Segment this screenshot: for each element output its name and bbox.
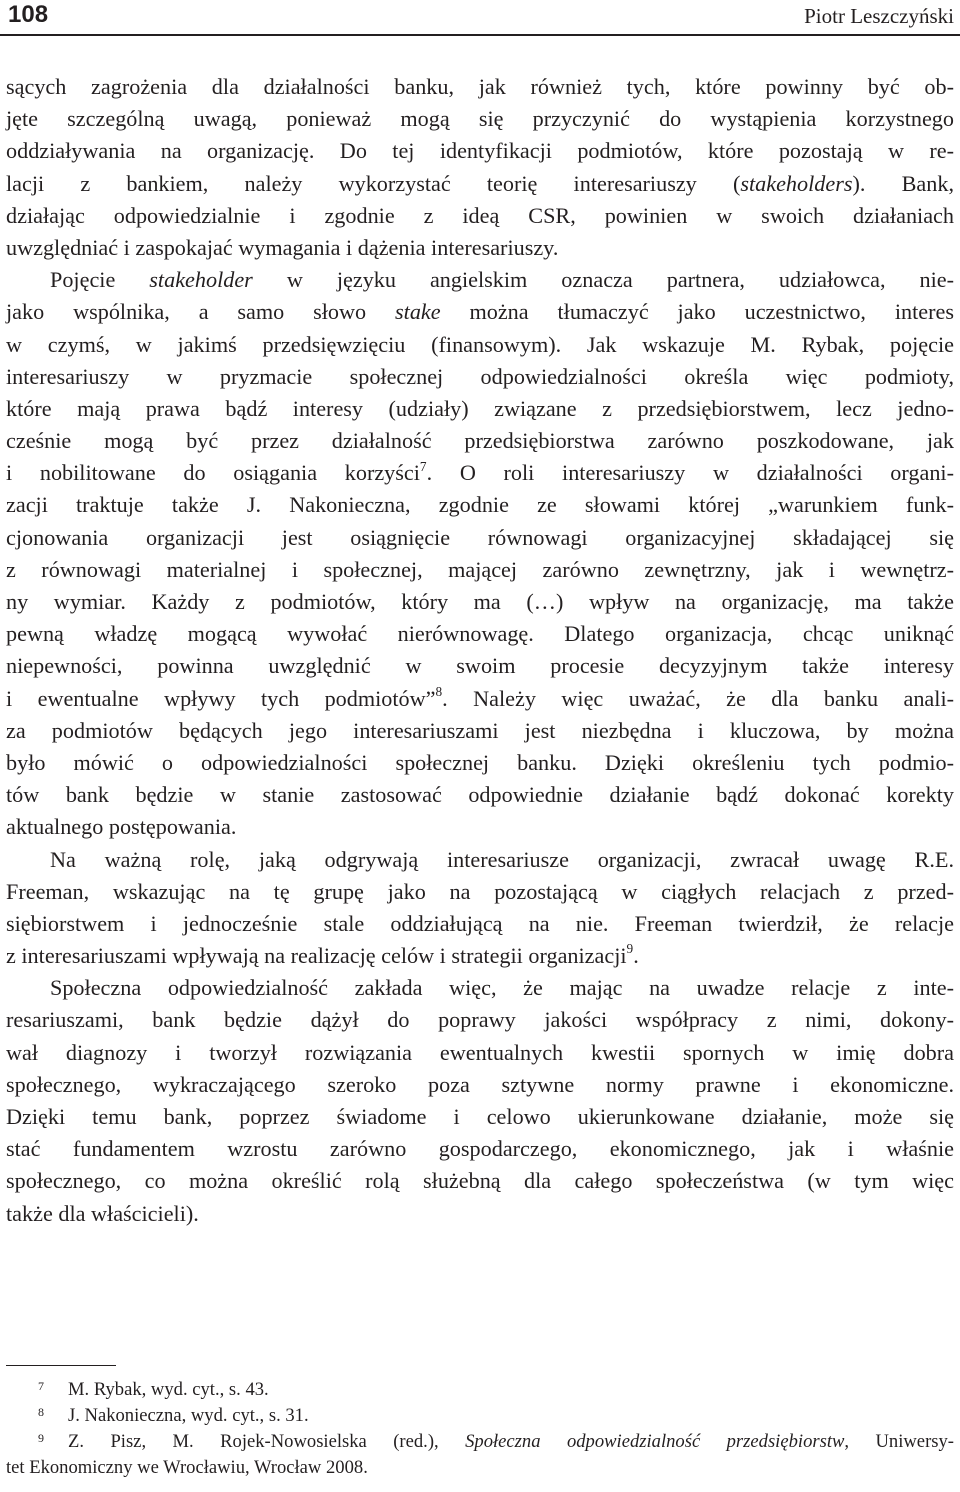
footnote-book-title: Społeczna odpowiedzialność przedsiębiorstw <box>465 1431 845 1452</box>
text-run: w języku angielskim oznacza partnera, udziałowca, nie- <box>252 267 954 293</box>
text-run: i nobilitowane do osiągania korzyści <box>6 460 420 486</box>
text-line: w czymś, w jakimś przedsięwzięciu (finansowym). Jak wskazuje M. Rybak, pojęcie <box>6 331 954 357</box>
text-line: z równowagi materialnej i społecznej, mającej zarówno zewnętrzny, jak i wewnętrz- <box>6 556 954 582</box>
footnote-text: , Uniwersy- <box>844 1431 954 1452</box>
text-line: za podmiotów będących jego interesariuszami jest niezbędna i kluczowa, by można <box>6 717 954 743</box>
text-line: społecznego, co można określić rolą służebną dla całego społeczeństwa (w tym więc <box>6 1168 954 1194</box>
text-line: siębiorstwem i jednocześnie stale oddziałującą na nie. Freeman twierdził, że relacje <box>6 910 954 936</box>
text-line: tów bank będzie w stanie zastosować odpowiednie działanie bądź dokonać korekty <box>6 782 954 808</box>
text-line: stać fundamentem wzrostu zarówno gospodarczego, ekonomicznego, jak i właśnie <box>6 1136 954 1162</box>
footnote-9 <box>6 1429 954 1455</box>
text-line: cjonowania organizacji jest osiągnięcie równowagi organizacyjnej składającej się <box>6 524 954 550</box>
footnote-8 <box>6 1403 954 1429</box>
footnote-text: M. Rybak, wyd. cyt., s. 43. <box>68 1379 269 1400</box>
footnote-text: J. Nakonieczna, wyd. cyt., s. 31. <box>68 1405 309 1426</box>
text-run: . <box>633 943 639 969</box>
text-line: interesariuszy w pryzmacie społecznej odpowiedzialności określa więc podmioty, <box>6 363 954 389</box>
text-line <box>6 940 954 972</box>
footnote-separator <box>6 1365 116 1366</box>
text-line: pewną władzę mogącą wywołać nierównowagę. Dlatego organizacja, chcąc uniknąć <box>6 621 954 647</box>
running-head-author: Piotr Leszczyński <box>804 4 954 28</box>
page-number: 108 <box>8 1 49 28</box>
text-line: zacji traktuje także J. Nakonieczna, zgodnie ze słowami której „warunkiem funk- <box>6 492 954 518</box>
text-run: . Należy więc uważać, że dla banku anali- <box>442 685 954 711</box>
text-line: było mówić o odpowiedzialności społecznej banku. Dzięki określeniu tych podmio- <box>6 749 954 775</box>
text-line: działając odpowiedzialnie i zgodnie z ideą CSR, powinien w swoich działaniach <box>6 202 954 228</box>
footnote-ref[interactable]: 7 <box>419 458 427 474</box>
text-line: wał diagnozy i tworzył rozwiązania ewentualnych kwestii spornych w imię dobra <box>6 1039 954 1065</box>
text-line <box>6 683 954 715</box>
italic-term: stake <box>395 299 441 325</box>
text-line: także dla właścicieli). <box>6 1200 199 1226</box>
paragraph-first-line: Na ważną rolę, jaką odgrywają interesariusze organizacji, zwracał uwagę R.E. <box>50 846 954 872</box>
text-line: oddziaływania na organizację. Do tej identyfikacji podmiotów, które pozostają w re- <box>6 138 954 164</box>
text-line: Freeman, wskazując na tę grupę jako na pozostającą w ciągłych relacjach z przed- <box>6 878 954 904</box>
text-line <box>6 457 954 489</box>
footnote-number: 8 <box>38 1405 44 1419</box>
text-run: z interesariuszami wpływają na realizację celów i strategii organizacji <box>6 943 627 969</box>
italic-term: stakeholders <box>740 170 853 196</box>
text-line: jęte szczególną uwagą, ponieważ mogą się przyczynić do wystąpienia korzystnego <box>6 106 954 132</box>
page-header <box>0 0 960 36</box>
text-line: cześnie mogą być przez działalność przedsiębiorstwa zarówno poszkodowane, jak <box>6 428 954 454</box>
text-line: resariuszami, bank będzie dążył do poprawy jakości współpracy z nimi, dokony- <box>6 1007 954 1033</box>
footnote-9-continued: tet Ekonomiczny we Wrocławiu, Wrocław 2008. <box>6 1457 368 1478</box>
text-run: i ewentualne wpływy tych podmiotów” <box>6 685 436 711</box>
text-line: społecznego, wykraczającego szeroko poza sztywne normy prawne i ekonomiczne. <box>6 1071 954 1097</box>
footnote-text: Z. Pisz, M. Rojek-Nowosielska (red.), <box>68 1431 466 1452</box>
text-line: które mają prawa bądź interesy (udziały) związane z przedsiębiorstwem, lecz jedno- <box>6 395 954 421</box>
text-run: lacji z bankiem, należy wykorzystać teorię interesariuszy ( <box>6 170 741 196</box>
footnote-7 <box>6 1377 954 1403</box>
text-run: można tłumaczyć jako uczestnictwo, interes <box>440 299 954 325</box>
body-text <box>6 71 954 1230</box>
text-line <box>6 168 954 200</box>
text-line: uwzględniać i zaspokajać wymagania i dążenia interesariuszy. <box>6 234 559 260</box>
text-run: . O roli interesariuszy w działalności organi- <box>426 460 954 486</box>
footnote-number: 7 <box>38 1379 44 1393</box>
text-run: ). Bank, <box>852 170 954 196</box>
text-run: jako wspólnika, a samo słowo <box>6 299 396 325</box>
italic-term: stakeholder <box>149 267 253 293</box>
text-line: ny wymiar. Każdy z podmiotów, który ma (…) wpływ na organizację, ma także <box>6 589 954 614</box>
paragraph-first-line <box>6 264 954 296</box>
footnote-ref[interactable]: 8 <box>435 683 443 699</box>
footnotes <box>6 1377 954 1481</box>
text-line <box>6 296 954 328</box>
text-line: Dzięki temu bank, poprzez świadome i celowo ukierunkowane działanie, może się <box>6 1104 954 1129</box>
footnote-number: 9 <box>38 1431 44 1445</box>
text-line: niepewności, powinna uwzględnić w swoim procesie decyzyjnym także interesy <box>6 653 954 679</box>
paragraph-first-line: Społeczna odpowiedzialność zakłada więc, że mając na uwadze relacje z inte- <box>50 975 954 1001</box>
text-line: sących zagrożenia dla działalności banku, jak również tych, które powinny być ob- <box>6 74 954 99</box>
text-line: aktualnego postępowania. <box>6 814 237 840</box>
text-run: Pojęcie <box>50 267 150 293</box>
footnote-ref[interactable]: 9 <box>626 941 634 957</box>
